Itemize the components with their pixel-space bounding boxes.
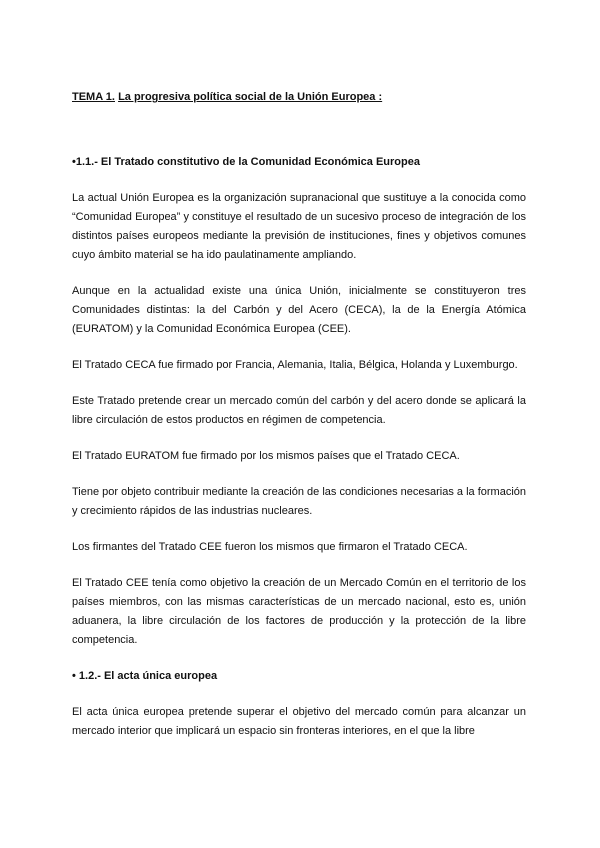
document-title	[72, 88, 526, 107]
paragraph: El Tratado EURATOM fue firmado por los mismos países que el Tratado CECA.	[72, 450, 460, 462]
paragraph: Los firmantes del Tratado CEE fueron los mismos que firmaron el Tratado CECA.	[72, 541, 468, 553]
paragraph: El Tratado CEE tenía como objetivo la creación de un Mercado Común en el territorio de los países miembros, con las mismas características de un mercado nacional, esto es, unión aduanera, la libre circulación de los factores de producción y la protección de la libre competencia.	[72, 577, 526, 646]
section-heading-1-2: • 1.2.- El acta única europea	[72, 670, 218, 682]
title-main: La progresiva política social de la Unión Europea :	[118, 91, 383, 103]
document-body	[72, 88, 526, 741]
section-heading-1-1: •1.1.- El Tratado constitutivo de la Comunidad Económica Europea	[72, 156, 420, 168]
paragraph: Aunque en la actualidad existe una única Unión, inicialmente se constituyeron tres Comunidades distintas: la del Carbón y del Acero (CECA), la de la Energía Atómica (EURATOM) y la Comunidad Económica Europea (CEE).	[72, 285, 526, 335]
paragraph: Este Tratado pretende crear un mercado común del carbón y del acero donde se aplicará la libre circulación de estos productos en régimen de competencia.	[72, 395, 526, 426]
paragraph: El Tratado CECA fue firmado por Francia, Alemania, Italia, Bélgica, Holanda y Luxemburgo.	[72, 359, 518, 371]
paragraph: El acta única europea pretende superar el objetivo del mercado común para alcanzar un mercado interior que implicará un espacio sin fronteras interiores, en el que la libre	[72, 706, 526, 737]
paragraph: La actual Unión Europea es la organización supranacional que sustituye a la conocida como “Comunidad Europea” y constituye el resultado de un sucesivo proceso de integración de los distintos países europeos mediante la previsión de instituciones, fines y objetivos comunes cuyo ámbito material se ha ido paulatinamente ampliando.	[72, 192, 526, 261]
title-prefix: TEMA 1.	[72, 91, 115, 103]
paragraph: Tiene por objeto contribuir mediante la creación de las condiciones necesarias a la formación y crecimiento rápidos de las industrias nucleares.	[72, 486, 526, 517]
